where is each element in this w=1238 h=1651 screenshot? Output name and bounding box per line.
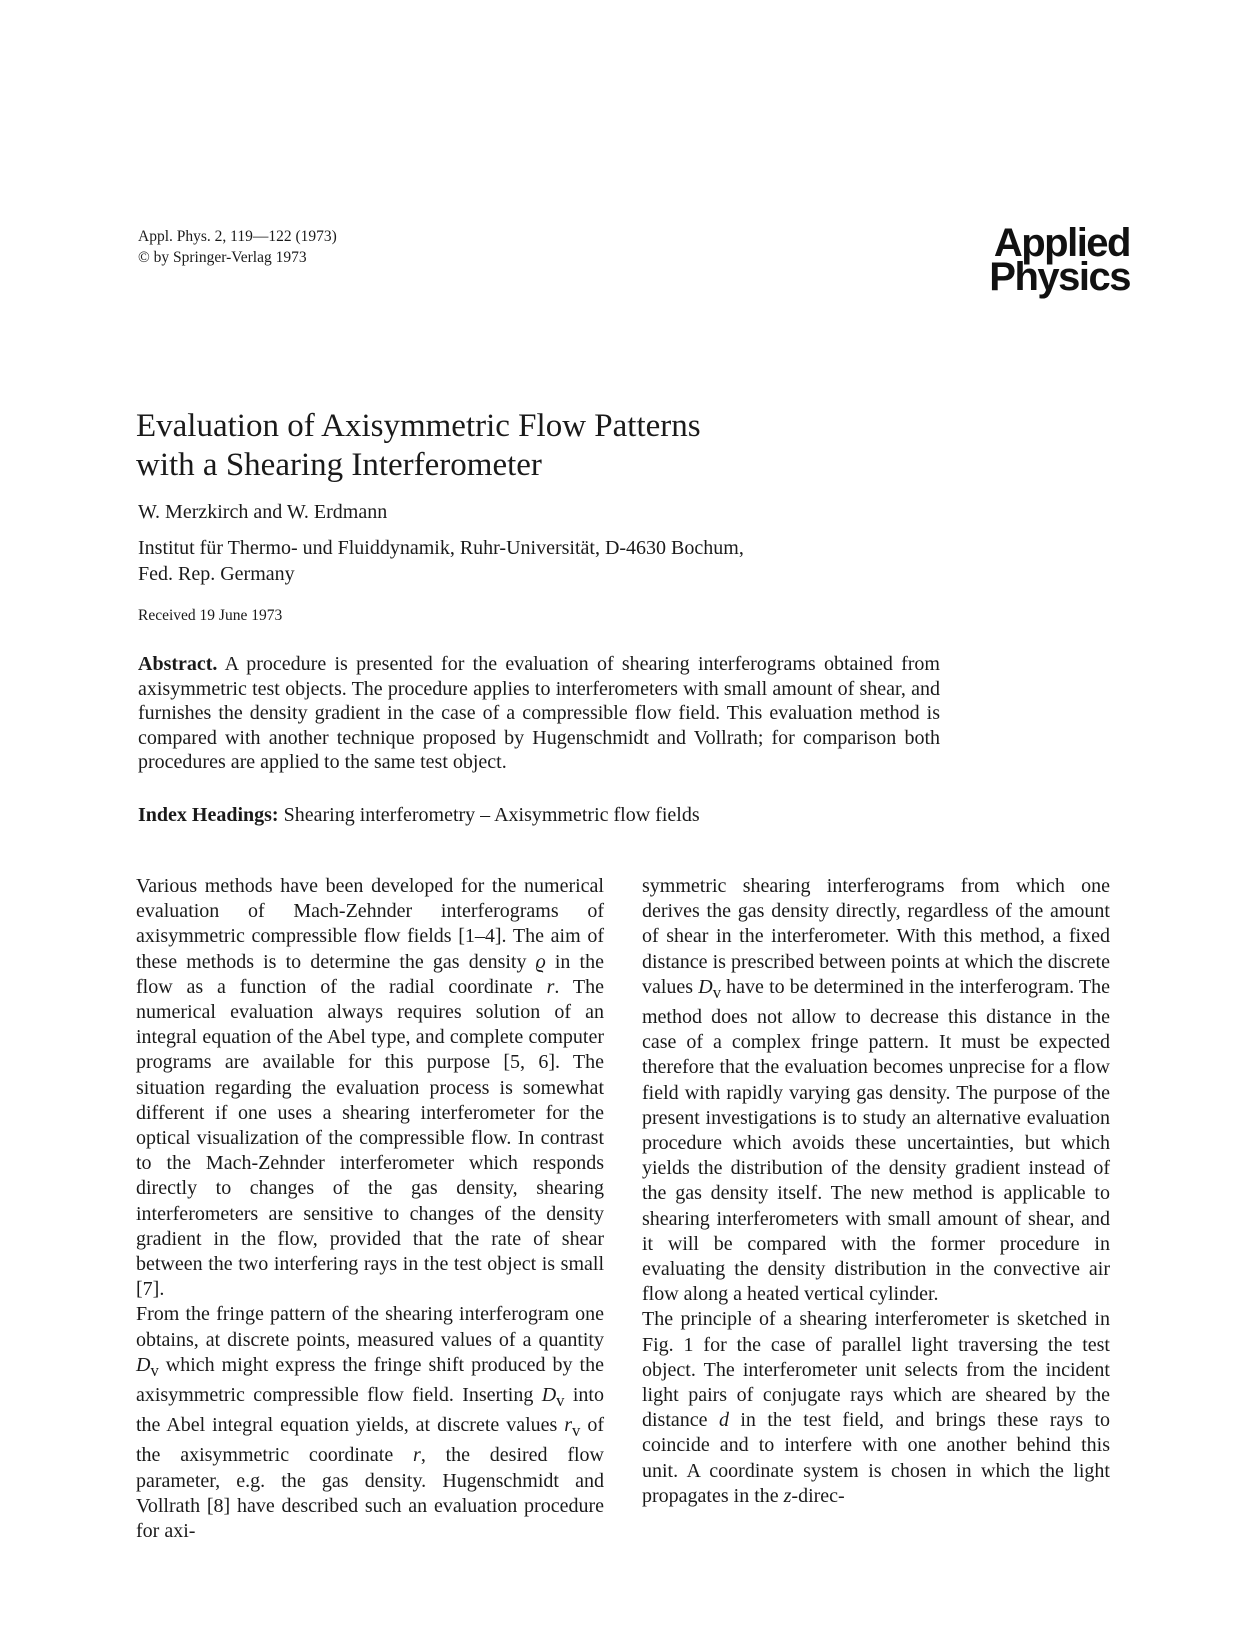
copyright-line: © by Springer-Verlag 1973 xyxy=(138,249,307,266)
text-run: The principle of a shearing interferometer is sketched in Fig. 1 for the case of parallel light traversing the test object. The interferometer unit selects from the incident light pairs of conjugate rays which are sheared by the distance xyxy=(642,1308,1110,1432)
math-symbol: ϱ xyxy=(535,950,546,973)
text-run: in the flow as a function of the radial coordinate xyxy=(136,950,604,998)
title-line: with a Shearing Interferometer xyxy=(136,447,542,483)
title-line: Evaluation of Axisymmetric Flow Patterns xyxy=(136,408,701,444)
body-paragraph xyxy=(642,874,1110,1307)
text-run: in the test field, and brings these rays to coincide and to interfere with one another behind this unit. A coordinate system is chosen in which the light propagates in the xyxy=(642,1409,1110,1507)
text-run: symmetric shearing interferograms from which one derives the gas density directly, regardless of the amount of shear in the interferometer. With this method, a fixed distance is prescribed between points at which the discrete values xyxy=(642,875,1110,998)
text-run: -direc- xyxy=(791,1484,845,1507)
affiliation-line: Institut für Thermo- und Fluiddynamik, Ruhr-Universität, D-4630 Bochum, xyxy=(138,537,744,559)
index-headings xyxy=(138,802,940,828)
received-date: Received 19 June 1973 xyxy=(138,607,283,624)
journal-logo-line: Applied xyxy=(993,221,1130,265)
abstract-text: A procedure is presented for the evaluation of shearing interferograms obtained from axisymmetric test objects. The procedure applies to interferometers with small amount of shear, and furnishes the density gradient in the case of a compressible flow field. This evaluation method is compared with another technique proposed by Hugenschmidt and Vollrath; for comparison both procedures are applied to the same test object. xyxy=(138,653,940,774)
text-run: From the fringe pattern of the shearing interferogram one obtains, at discrete points, measured values of a quantity xyxy=(136,1303,604,1351)
index-headings-label: Index Headings: xyxy=(138,804,279,826)
text-run: of the axisymmetric coordinate xyxy=(136,1414,604,1467)
math-symbol: d xyxy=(718,1409,729,1432)
text-run: Various methods have been developed for the numerical evaluation of Mach-Zehnder interferograms of axisymmetric compressible flow fields [1–4]. The aim of these methods is to determine the gas density xyxy=(136,875,604,973)
citation-line: Appl. Phys. 2, 119—122 (1973) xyxy=(138,228,337,245)
affiliation xyxy=(138,535,938,587)
math-symbol: D xyxy=(136,1353,151,1376)
text-run: have to be determined in the interferogram. The method does not allow to decrease this distance in the case of a complex fringe pattern. It must be expected therefore that the evaluation becomes unprecise for a flow field with rapidly varying gas density. The purpose of the present investigations is to study an alternative evaluation procedure which avoids these uncertainties, but which yields the distribution of the density gradient instead of the gas density itself. The new method is applicable to shearing interferometers with small amount of shear, and it will be compared with the former procedure in evaluating the density distribution in the convective air flow along a heated vertical cylinder. xyxy=(642,975,1111,1306)
math-symbol: r xyxy=(564,1414,573,1437)
math-subscript: v xyxy=(572,1421,581,1441)
text-run: . The numerical evaluation always requires solution of an integral equation of the Abel type, and complete computer programs are available for this purpose [5, 6]. The situation regarding the evaluation process is somewhat different if one uses a shearing interferometer for the optical visualization of the compressible flow. In contrast to the Mach-Zehnder interferometer which responds directly to changes of the gas density, shearing interferometers are sensitive to changes of the density gradient in the flow, provided that the rate of shear between the two interfering rays in the test object is small [7]. xyxy=(136,975,604,1301)
math-symbol: r xyxy=(413,1444,421,1467)
math-symbol: D xyxy=(698,975,713,998)
text-run: , the desired flow parameter, e.g. the gas density. Hugenschmidt and Vollrath [8] have described such an evaluation procedure for axi- xyxy=(136,1444,604,1543)
math-subscript: v xyxy=(712,982,722,1002)
body-paragraph xyxy=(642,1307,1110,1509)
math-subscript: v xyxy=(150,1360,159,1380)
affiliation-line: Fed. Rep. Germany xyxy=(138,563,295,585)
text-run: which might express the fringe shift produced by the axisymmetric compressible flow field. Inserting xyxy=(136,1353,604,1407)
journal-logo xyxy=(900,221,1130,299)
math-symbol: r xyxy=(546,975,555,998)
index-headings-text: Shearing interferometry – Axisymmetric flow fields xyxy=(283,804,700,826)
citation-block xyxy=(138,226,337,268)
text-run: into the Abel integral equation yields, at discrete values xyxy=(136,1384,604,1437)
journal-logo-line: Physics xyxy=(989,255,1130,299)
body-paragraph xyxy=(136,1302,604,1544)
body-column-left xyxy=(136,874,604,1544)
body-paragraph xyxy=(136,874,604,1302)
math-subscript: v xyxy=(556,1391,565,1411)
abstract xyxy=(138,652,940,775)
authors: W. Merzkirch and W. Erdmann xyxy=(138,501,388,523)
math-symbol: D xyxy=(541,1384,557,1407)
abstract-label: Abstract. xyxy=(138,653,218,675)
math-symbol: z xyxy=(783,1484,792,1507)
paper-title xyxy=(136,407,936,485)
body-column-right xyxy=(642,874,1110,1509)
